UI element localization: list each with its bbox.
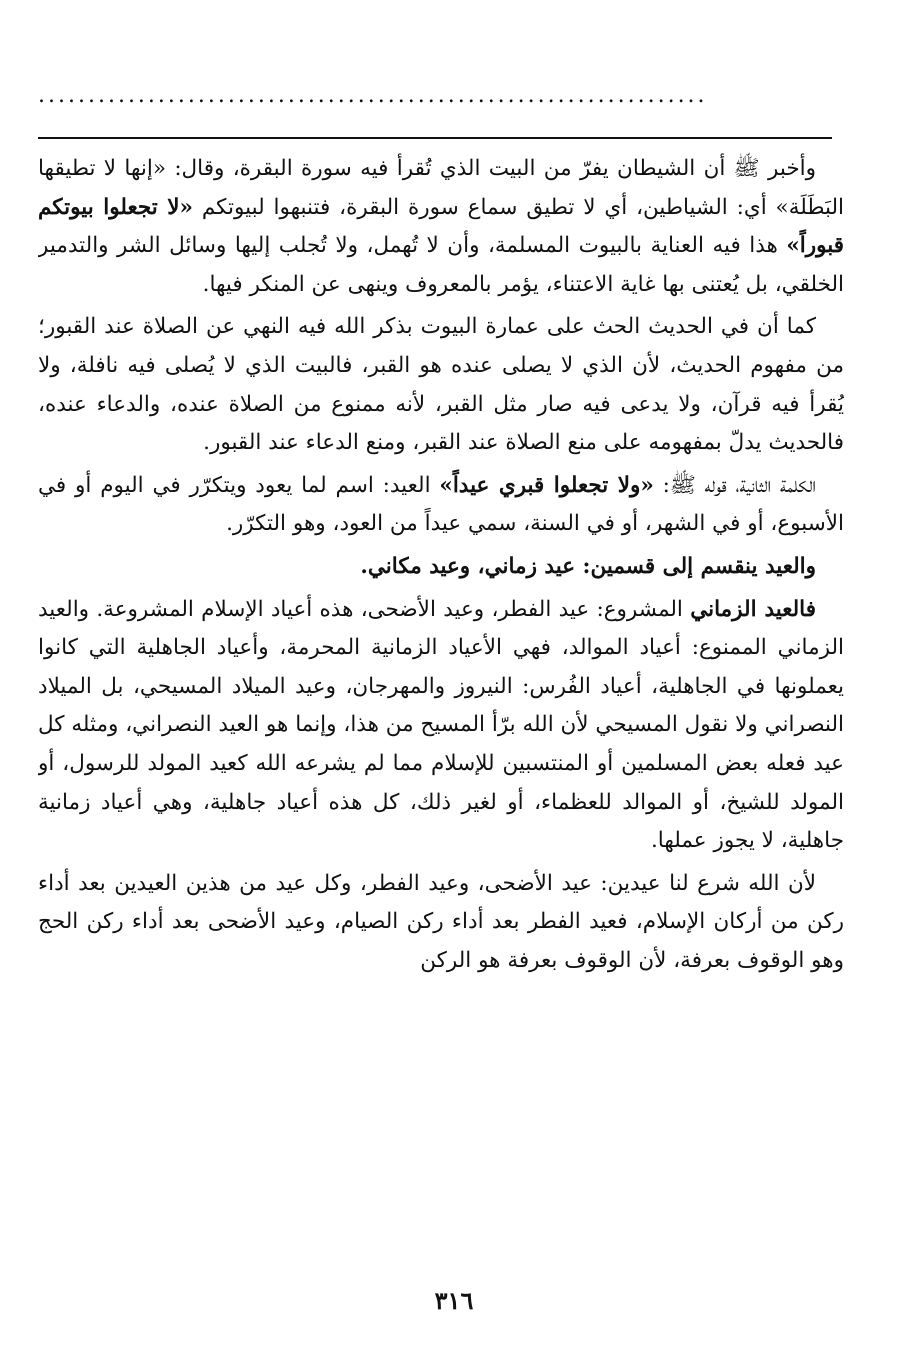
paragraph (38, 865, 844, 981)
paragraph (38, 548, 844, 587)
section-heading: والعيد ينقسم إلى قسمين: عيد زماني، وعيد مكاني. (360, 553, 816, 579)
text-segment: لأن الله شرع لنا عيدين: عيد الأضحى، وعيد الفطر، وكل عيد من هذين العيدين بعد أداء ركن من أركان الإسلام، فعيد الفطر بعد أداء ركن الصيام، وعيد الأضحى بعد أداء ركن الحج وهو الوقوف بعرفة، لأن الوقوف بعرفة هو الركن (38, 870, 844, 973)
text-segment: الكلمة الثانية، قوله ﷺ: (653, 472, 816, 498)
text-segment: المشروع: عيد الفطر، وعيد الأضحى، هذه أعياد الإسلام المشروعة. والعيد الزماني الممنوع: أعياد الموالد، فهي الأعياد الزمانية المحرمة، وأعياد الجاهلية التي كانوا يعملونها في الجاهلية، أعياد الفُرس: النيروز والمهرجان، وعيد الميلاد المسيحي، بل الميلاد النصراني ولا نقول المسيحي لأن الله برّأ المسيح من هذا، وإنما هو العيد النصراني، ومثله كل عيد فعله بعض المسلمين أو المنتسبين للإسلام مما لم يشرعه الله كعيد المولد للرسول، أو المولد للشيخ، أو الموالد للعظماء، أو لغير ذلك، كل هذه أعياد جاهلية، وهي أعياد زمانية جاهلية، لا يجوز عملها. (38, 596, 844, 854)
text-segment: هذا فيه العناية بالبيوت المسلمة، وأن لا تُهمل، ولا تُجلب إليها وسائل الشر والتدمير الخلقي، بل يُعتنى بها غاية الاعتناء، يؤمر بالمعروف وينهى عن المنكر فيها. (38, 233, 844, 297)
body-text (38, 150, 844, 1280)
paragraph (38, 591, 844, 861)
header-dotted-line: ................................................................... (38, 84, 708, 108)
paragraph (38, 467, 844, 544)
hadith-quote: «لا تجعلوا بيوتكم قبوراً» (38, 194, 844, 259)
text-segment: كما أن في الحديث الحث على عمارة البيوت بذكر الله فيه النهي عن الصلاة عند القبور؛ من مفهوم الحديث، لأن الذي لا يصلى عنده هو القبر، فالبيت الذي لا يُصلى فيه نافلة، ولا يُقرأ فيه قرآن، ولا يدعى فيه صار مثل القبر، لأنه ممنوع من الصلاة عنده، والدعاء عنده، فالحديث يدلّ بمفهومه على منع الصلاة عند القبر، ومنع الدعاء عند القبور. (38, 314, 844, 456)
term-heading: فالعيد الزماني (690, 596, 816, 622)
page-number: ٣١٦ (434, 1286, 474, 1315)
paragraph (38, 150, 844, 304)
header-rule (38, 137, 832, 139)
text-segment: وأخبر ﷺ أن الشيطان يفرّ من البيت الذي تُقرأ فيه سورة البقرة، وقال: «إنها لا تطيقها البَطَلَة» أي: الشياطين، أي لا تطيق سماع سورة البقرة، فتنبهوا لبيوتكم (38, 156, 844, 220)
text-segment: العيد: اسم لما يعود ويتكرّر في اليوم أو في الأسبوع، أو في الشهر، أو في السنة، سمي عيداً من العود، وهو التكرّر. (38, 472, 844, 537)
hadith-quote: «ولا تجعلوا قبري عيداً» (439, 472, 654, 498)
paragraph (38, 308, 844, 462)
